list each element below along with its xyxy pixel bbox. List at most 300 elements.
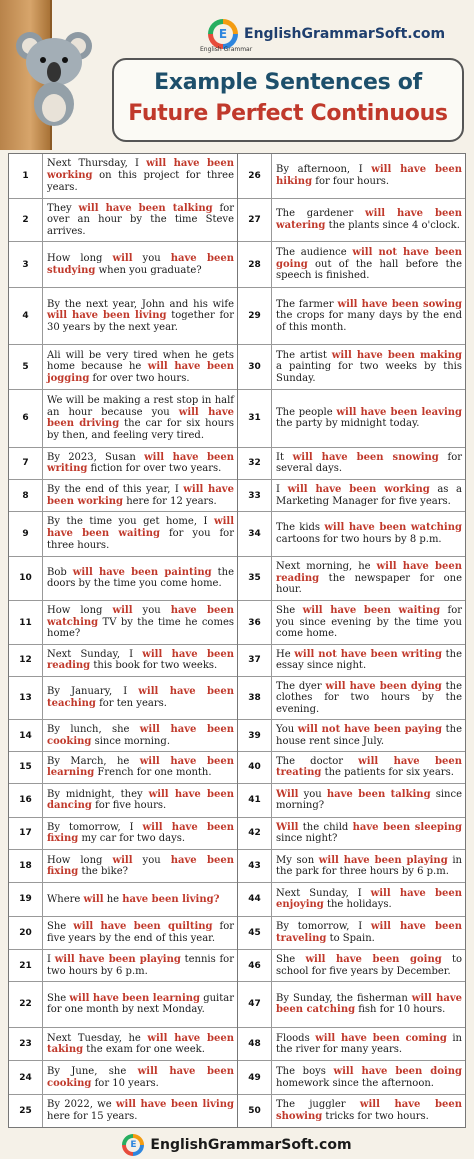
verb-highlight: will have been working — [287, 484, 430, 496]
verb-highlight: will not have been writing — [294, 648, 442, 660]
row-number: 22 — [9, 982, 43, 1027]
sentence-fragment: for four hours. — [312, 175, 390, 187]
site-name: EnglishGrammarSoft.com — [244, 26, 446, 42]
example-sentence — [272, 448, 465, 480]
example-sentence — [272, 154, 465, 198]
example-sentence — [43, 390, 237, 447]
example-sentence — [272, 390, 465, 447]
sentence-fragment: Bob — [47, 566, 73, 578]
table-row — [238, 917, 465, 951]
example-sentence — [43, 154, 237, 198]
sentence-fragment: By afternoon, I — [276, 164, 372, 176]
footer — [0, 1130, 474, 1159]
sentence-fragment: when you graduate? — [95, 264, 202, 276]
sentence-fragment: he — [103, 893, 123, 905]
sentence-fragment: I — [276, 484, 288, 496]
logo-icon: E — [208, 19, 238, 49]
table-row — [9, 448, 237, 481]
row-number: 32 — [238, 448, 272, 480]
row-number: 47 — [238, 982, 272, 1027]
verb-highlight: will have been making — [331, 349, 462, 361]
sentence-fragment: He — [276, 648, 295, 660]
table-row — [238, 601, 465, 645]
verb-highlight: will have been cooking — [47, 1066, 234, 1089]
sentence-fragment: a painting for two weeks by this Sunday. — [276, 361, 462, 385]
row-number: 29 — [238, 288, 272, 345]
sentences-table — [8, 153, 466, 1128]
example-sentence — [272, 677, 465, 720]
sentence-fragment: By March, he — [47, 755, 140, 767]
header — [0, 0, 474, 150]
row-number: 38 — [238, 677, 272, 720]
example-sentence — [272, 982, 465, 1027]
table-row — [238, 1061, 465, 1095]
row-number: 37 — [238, 645, 272, 676]
row-number: 48 — [238, 1028, 272, 1061]
verb-highlight: Will — [276, 788, 299, 800]
sentence-fragment: Next Sunday, I — [47, 648, 143, 660]
table-row — [9, 345, 237, 390]
sentence-fragment: since morning. — [91, 735, 171, 747]
table-row — [9, 645, 237, 677]
sentence-fragment: the holidays. — [323, 899, 392, 911]
sentence-fragment: The doctor — [276, 755, 359, 767]
verb-highlight: have been talking — [326, 788, 431, 800]
table-row — [238, 288, 465, 346]
sentence-fragment: cartoons for two hours by 8 p.m. — [276, 533, 442, 545]
row-number: 3 — [9, 242, 43, 287]
example-sentence — [272, 242, 465, 287]
verb-highlight: will have been coming — [315, 1032, 447, 1044]
sentence-fragment: You — [276, 724, 298, 736]
row-number: 1 — [9, 154, 43, 198]
table-row — [238, 982, 465, 1028]
verb-highlight: have been studying — [47, 252, 235, 276]
sentence-fragment: I — [47, 954, 55, 966]
logo-subtitle: English Grammar — [200, 46, 253, 53]
table-row — [9, 288, 237, 346]
example-sentence — [272, 850, 465, 882]
sentence-fragment: this book for two weeks. — [90, 660, 218, 672]
sentence-fragment: for several days. — [276, 451, 463, 475]
table-row — [9, 818, 237, 851]
sentence-fragment: She — [276, 605, 303, 617]
verb-highlight: will have been painting — [72, 566, 212, 578]
table-row — [9, 512, 237, 557]
row-number: 49 — [238, 1061, 272, 1094]
sentence-fragment: They — [47, 202, 79, 214]
row-number: 11 — [9, 601, 43, 644]
verb-highlight: will — [83, 893, 104, 905]
table-row — [9, 199, 237, 243]
sentence-fragment: the crops for many days by the end of this month. — [276, 310, 462, 333]
sentence-fragment: the plants since 4 o'clock. — [325, 219, 460, 231]
sentence-fragment: to Spain. — [326, 933, 375, 945]
row-number: 26 — [238, 154, 272, 198]
row-number: 34 — [238, 512, 272, 556]
table-row — [9, 883, 237, 917]
verb-highlight: will not have been paying — [297, 724, 443, 736]
koala-illustration — [8, 18, 98, 128]
verb-highlight: will — [112, 605, 133, 617]
sentence-fragment: Next Sunday, I — [276, 887, 371, 899]
sentence-fragment: homework since the afternoon. — [276, 1077, 434, 1089]
example-sentence — [43, 345, 237, 389]
table-row — [9, 982, 237, 1028]
table-row — [9, 601, 237, 645]
table-row — [9, 557, 237, 602]
row-number: 36 — [238, 601, 272, 644]
row-number: 39 — [238, 720, 272, 751]
verb-highlight: will have been driving — [47, 406, 234, 430]
table-row — [238, 752, 465, 784]
verb-highlight: will have been working — [47, 484, 234, 507]
sentence-fragment: French for one month. — [94, 767, 212, 779]
sentence-fragment: By January, I — [47, 686, 139, 698]
row-number: 6 — [9, 390, 43, 447]
sentence-fragment: for five years by the end of this year. — [47, 921, 234, 945]
sentence-fragment: The dyer — [276, 680, 326, 692]
verb-highlight: will have been reading — [276, 561, 462, 584]
sentence-fragment: Next Thursday, I — [47, 158, 147, 170]
example-sentence — [272, 720, 465, 751]
example-sentence — [43, 448, 237, 480]
sentence-fragment: fish for 10 hours. — [355, 1004, 446, 1016]
sentence-fragment: By June, she — [47, 1066, 138, 1078]
example-sentence — [272, 1028, 465, 1061]
verb-highlight: will have been watching — [324, 522, 462, 534]
sentence-fragment: the patients for six years. — [321, 767, 454, 779]
sentence-fragment: here for 15 years. — [47, 1111, 138, 1123]
table-row — [238, 154, 465, 199]
sentence-fragment: you — [132, 854, 171, 866]
sentences-column-left — [9, 154, 237, 1127]
sentence-fragment: for over an hour by the time Steve arrives. — [47, 202, 234, 237]
verb-highlight: will have been dancing — [47, 788, 234, 812]
row-number: 28 — [238, 242, 272, 287]
sentence-fragment: The gardener — [276, 208, 366, 220]
sentence-fragment: TV by the time he comes home? — [47, 616, 234, 640]
verb-highlight: have been watching — [47, 605, 235, 628]
sentence-fragment: you — [132, 252, 171, 264]
row-number: 20 — [9, 917, 43, 950]
verb-highlight: will have been jogging — [47, 361, 234, 385]
verb-highlight: will have been traveling — [276, 921, 462, 945]
sentence-fragment: She — [47, 992, 70, 1004]
example-sentence — [272, 601, 465, 644]
sentence-fragment: the exam for one week. — [83, 1044, 205, 1056]
table-row — [238, 950, 465, 982]
sentence-fragment: guitar for one month by next Monday. — [47, 992, 235, 1016]
verb-highlight: will have been fixing — [47, 821, 234, 845]
sentence-fragment: It — [276, 451, 293, 463]
verb-highlight: will have been snowing — [292, 451, 439, 463]
sentence-fragment: for five hours. — [91, 800, 167, 812]
sentences-column-right — [237, 154, 465, 1127]
example-sentence — [43, 720, 237, 751]
example-sentence — [43, 950, 237, 981]
verb-highlight: will have been working — [47, 158, 234, 182]
sentence-fragment: the newspaper for one hour. — [276, 572, 462, 596]
verb-highlight: will have been taking — [47, 1032, 234, 1056]
row-number: 18 — [9, 850, 43, 882]
example-sentence — [272, 784, 465, 817]
sentence-fragment: for over two hours. — [89, 373, 190, 385]
sentence-fragment: The kids — [276, 522, 325, 534]
sentence-fragment: the house rent since July. — [276, 724, 463, 747]
table-row — [9, 917, 237, 951]
sentence-fragment: Next Tuesday, he — [47, 1032, 148, 1044]
sentence-fragment: By midnight, they — [47, 788, 149, 800]
sentence-fragment: for you since evening by the time you come home. — [276, 605, 463, 640]
row-number: 15 — [9, 752, 43, 783]
sentence-fragment: By lunch, she — [47, 724, 140, 736]
sentence-fragment: By 2022, we — [47, 1099, 116, 1111]
sentence-fragment: The juggler — [276, 1099, 360, 1111]
sentence-fragment: the bike? — [78, 866, 128, 878]
sentence-fragment: the car for six hours by then, and feeling very tired. — [47, 418, 234, 441]
verb-highlight: have been living? — [122, 893, 220, 905]
table-row — [9, 1061, 237, 1095]
example-sentence — [272, 917, 465, 950]
sentence-fragment: in the river for many years. — [276, 1032, 462, 1056]
sentence-fragment: Where — [47, 893, 84, 905]
verb-highlight: Will — [276, 821, 299, 833]
sentence-fragment: tricks for two hours. — [322, 1111, 429, 1123]
example-sentence — [272, 480, 465, 511]
example-sentence — [272, 950, 465, 981]
sentence-fragment: the doors by the time you come home. — [47, 566, 234, 590]
sentence-fragment: We will be making a rest stop in half an hour because you — [47, 395, 234, 418]
row-number: 16 — [9, 784, 43, 817]
table-row — [9, 1095, 237, 1127]
row-number: 8 — [9, 480, 43, 511]
verb-highlight: will have been living — [47, 310, 167, 322]
table-row — [9, 1028, 237, 1062]
sentence-fragment: here for 12 years. — [123, 495, 217, 507]
example-sentence — [272, 199, 465, 242]
sentence-fragment: By the next year, John and his wife — [47, 298, 234, 310]
sentence-fragment: She — [47, 921, 74, 933]
sentence-fragment: My son — [276, 854, 319, 866]
row-number: 42 — [238, 818, 272, 850]
sentence-fragment: you — [132, 605, 171, 617]
table-row — [238, 242, 465, 288]
sentence-fragment: By 2023, Susan — [47, 451, 145, 463]
verb-highlight: will — [112, 252, 133, 264]
row-number: 2 — [9, 199, 43, 242]
sentence-fragment: By Sunday, the fisherman — [276, 992, 412, 1004]
table-row — [238, 720, 465, 752]
example-sentence — [43, 982, 237, 1027]
sentence-fragment: How long — [47, 605, 113, 617]
example-sentence — [43, 1095, 237, 1127]
verb-highlight: will have been quilting — [73, 921, 213, 933]
sentence-fragment: together for 30 years by the next year. — [47, 310, 234, 333]
row-number: 30 — [238, 345, 272, 389]
verb-highlight: will have been talking — [78, 202, 213, 214]
example-sentence — [272, 512, 465, 556]
footer-site-name[interactable]: EnglishGrammarSoft.com — [150, 1136, 352, 1153]
row-number: 45 — [238, 917, 272, 950]
table-row — [238, 645, 465, 677]
table-row — [238, 345, 465, 390]
example-sentence — [43, 1061, 237, 1094]
verb-highlight: will have been playing — [54, 954, 181, 966]
page-title-line2: Future Perfect Continuous — [128, 101, 448, 126]
table-row — [9, 390, 237, 448]
verb-highlight: will have been playing — [318, 854, 448, 866]
example-sentence — [43, 557, 237, 601]
sentence-fragment: fiction for over two years. — [87, 463, 222, 475]
sentence-fragment: out of the hall before the speech is finished. — [276, 258, 462, 282]
verb-highlight: will have been learning — [69, 992, 201, 1004]
row-number: 17 — [9, 818, 43, 850]
table-row — [9, 677, 237, 721]
verb-highlight: will have been watering — [276, 208, 462, 231]
verb-highlight: will have been waiting — [302, 605, 441, 617]
table-row — [238, 818, 465, 851]
verb-highlight: will have been catching — [276, 992, 462, 1016]
row-number: 19 — [9, 883, 43, 916]
verb-highlight: will have been going — [305, 954, 442, 966]
page-title-line1: Example Sentences of — [154, 70, 422, 95]
example-sentence — [43, 645, 237, 676]
verb-highlight: will have been treating — [276, 755, 462, 779]
row-number: 9 — [9, 512, 43, 556]
example-sentence — [43, 601, 237, 644]
example-sentence — [43, 818, 237, 850]
verb-highlight: will have been doing — [333, 1066, 462, 1078]
sentence-fragment: The audience — [276, 247, 353, 259]
sentence-fragment: By tomorrow, I — [276, 921, 371, 933]
table-row — [238, 199, 465, 243]
row-number: 40 — [238, 752, 272, 783]
example-sentence — [43, 850, 237, 882]
example-sentence — [272, 1061, 465, 1094]
example-sentence — [43, 288, 237, 345]
example-sentence — [43, 199, 237, 242]
sentence-fragment: By tomorrow, I — [47, 821, 143, 833]
table-row — [238, 883, 465, 917]
row-number: 4 — [9, 288, 43, 345]
table-row — [238, 448, 465, 481]
table-row — [9, 720, 237, 752]
sentence-fragment: in the park for three hours by 6 p.m. — [276, 854, 462, 878]
example-sentence — [43, 917, 237, 950]
table-row — [238, 390, 465, 448]
verb-highlight: will have been waiting — [47, 516, 234, 540]
sentence-fragment: She — [276, 954, 306, 966]
verb-highlight: will have been dying — [325, 680, 442, 692]
example-sentence — [43, 752, 237, 783]
table-row — [9, 850, 237, 883]
row-number: 50 — [238, 1095, 272, 1127]
example-sentence — [272, 345, 465, 389]
verb-highlight: will have been sowing — [337, 298, 462, 310]
row-number: 12 — [9, 645, 43, 676]
row-number: 44 — [238, 883, 272, 916]
title-box — [112, 58, 464, 142]
example-sentence — [272, 1095, 465, 1127]
table-row — [9, 752, 237, 784]
verb-highlight: will have been hiking — [276, 164, 462, 187]
sentence-fragment: the party by midnight today. — [276, 418, 420, 430]
table-row — [238, 850, 465, 883]
table-row — [238, 784, 465, 818]
sentence-fragment: for 10 years. — [91, 1077, 159, 1089]
row-number: 31 — [238, 390, 272, 447]
table-row — [9, 950, 237, 982]
verb-highlight: have been fixing — [47, 854, 235, 878]
verb-highlight: will have been leaving — [336, 406, 463, 418]
table-row — [238, 480, 465, 512]
sentence-fragment: The farmer — [276, 298, 338, 310]
example-sentence — [43, 1028, 237, 1061]
sentence-fragment: The boys — [276, 1066, 334, 1078]
sentence-fragment: By the end of this year, I — [47, 484, 184, 496]
sentence-fragment: for ten years. — [95, 697, 167, 709]
example-sentence — [43, 883, 237, 916]
row-number: 35 — [238, 557, 272, 601]
table-row — [9, 154, 237, 199]
example-sentence — [43, 242, 237, 287]
row-number: 7 — [9, 448, 43, 480]
sentence-fragment: on this project for three years. — [47, 170, 234, 193]
verb-highlight: will have been showing — [276, 1099, 462, 1123]
example-sentence — [272, 818, 465, 850]
verb-highlight: will have been reading — [47, 648, 234, 672]
row-number: 41 — [238, 784, 272, 817]
table-row — [9, 242, 237, 288]
sentence-fragment: for you for three hours. — [47, 528, 234, 551]
row-number: 5 — [9, 345, 43, 389]
example-sentence — [272, 288, 465, 345]
sentence-fragment: my car for two days. — [78, 833, 186, 845]
verb-highlight: will — [112, 854, 133, 866]
sentence-fragment: By the time you get home, I — [47, 516, 214, 528]
row-number: 23 — [9, 1028, 43, 1061]
example-sentence — [43, 480, 237, 511]
table-row — [238, 677, 465, 721]
sentence-fragment: since night? — [276, 833, 338, 845]
sentence-fragment: Floods — [276, 1032, 316, 1044]
row-number: 25 — [9, 1095, 43, 1127]
sentence-fragment: you — [298, 788, 327, 800]
verb-highlight: will have been cooking — [47, 724, 234, 747]
example-sentence — [272, 557, 465, 601]
example-sentence — [272, 883, 465, 916]
row-number: 43 — [238, 850, 272, 882]
example-sentence — [272, 752, 465, 783]
verb-highlight: will not have been going — [276, 247, 462, 270]
table-row — [238, 1095, 465, 1127]
example-sentence — [43, 784, 237, 817]
table-row — [238, 1028, 465, 1062]
row-number: 46 — [238, 950, 272, 981]
verb-highlight: have been sleeping — [352, 821, 462, 833]
verb-highlight: will have been teaching — [47, 686, 234, 709]
row-number: 13 — [9, 677, 43, 720]
sentence-fragment: since morning? — [276, 788, 462, 812]
verb-highlight: will have been enjoying — [276, 887, 462, 911]
example-sentence — [43, 677, 237, 720]
sentence-fragment: the essay since night. — [276, 648, 462, 672]
verb-highlight: will have been writing — [47, 451, 234, 475]
row-number: 27 — [238, 199, 272, 242]
table-row — [9, 784, 237, 818]
sentence-fragment: Ali will be very tired when he gets home because he — [47, 349, 234, 373]
